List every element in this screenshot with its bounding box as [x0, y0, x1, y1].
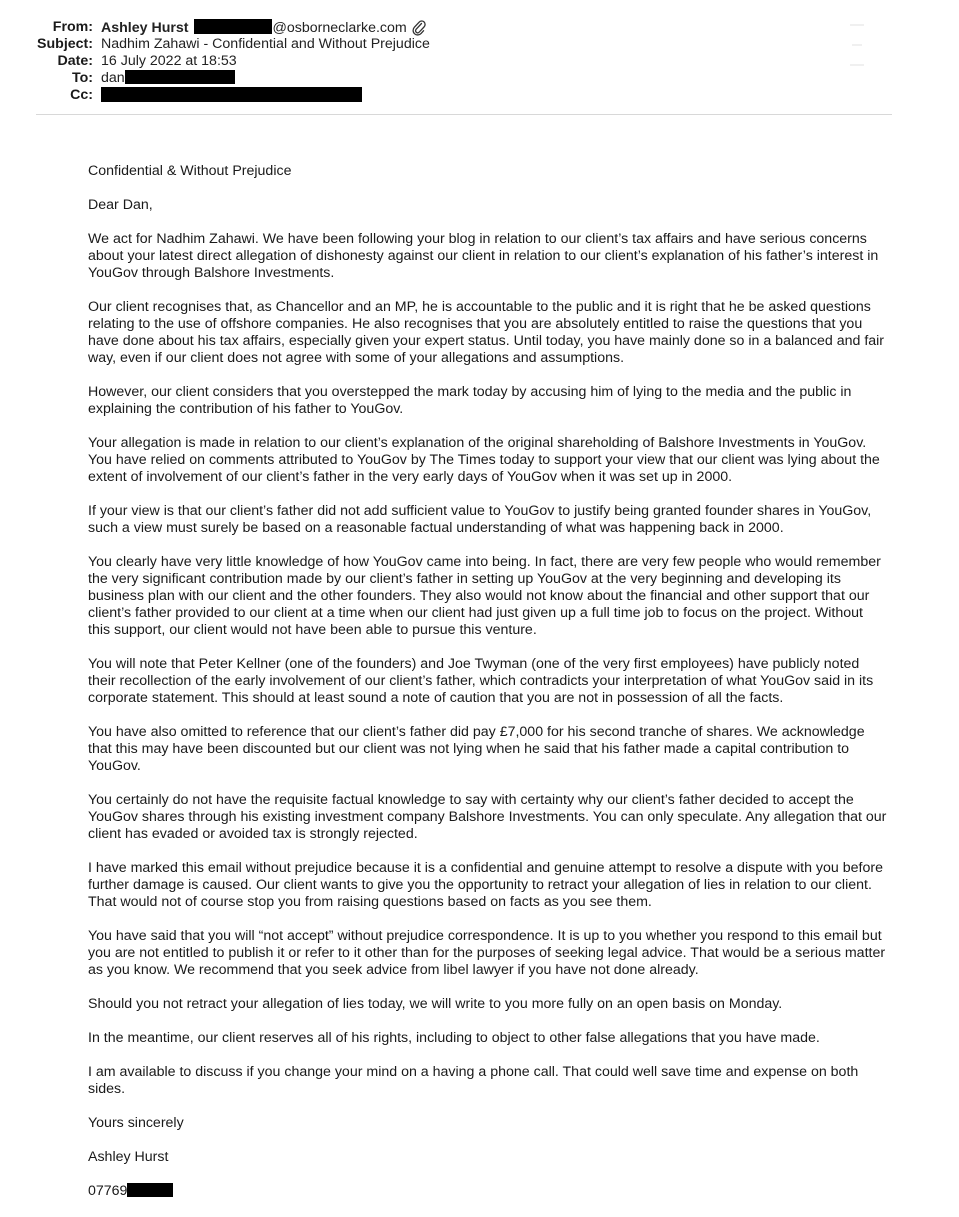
redacted-cc — [101, 87, 362, 102]
header-divider — [36, 114, 892, 115]
closing: Yours sincerely — [88, 1115, 184, 1131]
faint-artifact — [850, 24, 864, 26]
faint-artifact — [850, 64, 864, 66]
redacted-recipient — [125, 70, 235, 84]
to-row — [0, 70, 959, 87]
salutation: Dear Dan, — [88, 197, 153, 213]
from-label: From: — [52, 19, 93, 35]
body-paragraph: If your view is that our client’s father did not add sufficient value to YouGov to justify being granted founder shares in YouGov, such a view must surely be based on a reasonable factual understanding of what was happening back in 2000. — [88, 503, 872, 536]
body-paragraph: You clearly have very little knowledge of how YouGov came into being. In fact, there are very few people who would remember the very significant contribution made by our client’s father in setting up YouGov at the very beginning and developing its business plan with our client and the other founders. They also would not know about the financial and other support that our client’s father provided to our client at a time when our client had just given up a full time job to focus on the project. Without this support, our client would not have been able to pursue this venture. — [88, 554, 881, 638]
body-paragraph: You have also omitted to reference that our client’s father did pay £7,000 for his second tranche of shares. We acknowledge that this may have been discounted but our client was not lying when he said that his father made a capital contribution to YouGov. — [88, 724, 865, 774]
to-value — [101, 70, 235, 87]
phone-number — [88, 1183, 888, 1200]
date-value: 16 July 2022 at 18:53 — [101, 53, 237, 69]
body-paragraph: In the meantime, our client reserves all of his rights, including to object to other false allegations that you have made. — [88, 1030, 820, 1046]
body-paragraph: Your allegation is made in relation to our client’s explanation of the original shareholding of Balshore Investments in YouGov. You have relied on comments attributed to YouGov by The Times today to support your view that our client was lying about the extent of involvement of our client’s father in the very early days of YouGov when it was set up in 2000. — [88, 435, 880, 485]
from-value — [101, 19, 407, 37]
subject-row — [0, 36, 959, 53]
sender-name: Ashley Hurst — [101, 20, 189, 36]
subject-value: Nadhim Zahawi - Confidential and Without Prejudice — [101, 36, 430, 52]
paperclip-icon[interactable] — [412, 20, 426, 36]
confidential-heading: Confidential & Without Prejudice — [88, 163, 292, 179]
cc-value — [101, 87, 362, 105]
cc-label: Cc: — [70, 87, 93, 103]
phone-prefix: 07769 — [88, 1183, 128, 1199]
body-paragraph: I am available to discuss if you change your mind on a having a phone call. That could well save time and expense on both sides. — [88, 1064, 859, 1097]
date-label: Date: — [57, 53, 93, 69]
body-paragraph: Our client recognises that, as Chancellor and an MP, he is accountable to the public and it is right that he be asked questions relating to the use of offshore companies. He also recognises that you are absolutely entitled to raise the questions that you have done about his tax affairs, especially given your expert status. Until today, you have mainly done so in a balanced and fair way, even if our client does not agree with some of your allegations and assumptions. — [88, 299, 885, 366]
body-paragraph: We act for Nadhim Zahawi. We have been following your blog in relation to our client’s tax affairs and have serious concerns about your latest direct allegation of dishonesty against our client in relation to our client’s explanation of his father’s interest in YouGov through Balshore Investments. — [88, 231, 879, 281]
date-row — [0, 53, 959, 70]
sender-domain: @osborneclarke.com — [272, 20, 407, 36]
email-header — [0, 19, 959, 104]
email-body — [88, 163, 888, 1217]
redacted-phone — [127, 1183, 173, 1197]
to-label: To: — [71, 70, 93, 86]
cc-row — [0, 87, 959, 104]
subject-label: Subject: — [37, 36, 93, 52]
body-paragraph: You will note that Peter Kellner (one of the founders) and Joe Twyman (one of the very first employees) have publicly noted their recollection of the early involvement of our client’s father, which contradicts your interpretation of what YouGov said in its corporate statement. This should at least sound a note of caution that you are not in possession of all the facts. — [88, 656, 874, 706]
body-paragraph: You certainly do not have the requisite factual knowledge to say with certainty why our client’s father decided to accept the YouGov shares through his existing investment company Balshore Investments. You can only speculate. Any allegation that our client has evaded or avoided tax is strongly rejected. — [88, 792, 887, 842]
body-paragraph: Should you not retract your allegation of lies today, we will write to you more fully on an open basis on Monday. — [88, 996, 783, 1012]
from-row — [0, 19, 959, 36]
redacted-sender-address — [194, 19, 272, 34]
signature-name: Ashley Hurst — [88, 1149, 169, 1165]
body-paragraph: You have said that you will “not accept” without prejudice correspondence. It is up to you whether you respond to this email but you are not entitled to publish it or refer to it other than for the purposes of seeking legal advice. That would be a serious matter as you know. We recommend that you seek advice from libel lawyer if you have not done already. — [88, 928, 886, 978]
recipient-prefix: dan — [101, 70, 125, 86]
body-paragraph: However, our client considers that you overstepped the mark today by accusing him of lying to the media and the public in explaining the contribution of his father to YouGov. — [88, 384, 852, 417]
body-paragraph: I have marked this email without prejudice because it is a confidential and genuine attempt to resolve a dispute with you before further damage is caused. Our client wants to give you the opportunity to retract your allegation of lies in relation to our client. That would not of course stop you from raising questions based on facts as you see them. — [88, 860, 883, 910]
faint-artifact — [852, 44, 862, 46]
